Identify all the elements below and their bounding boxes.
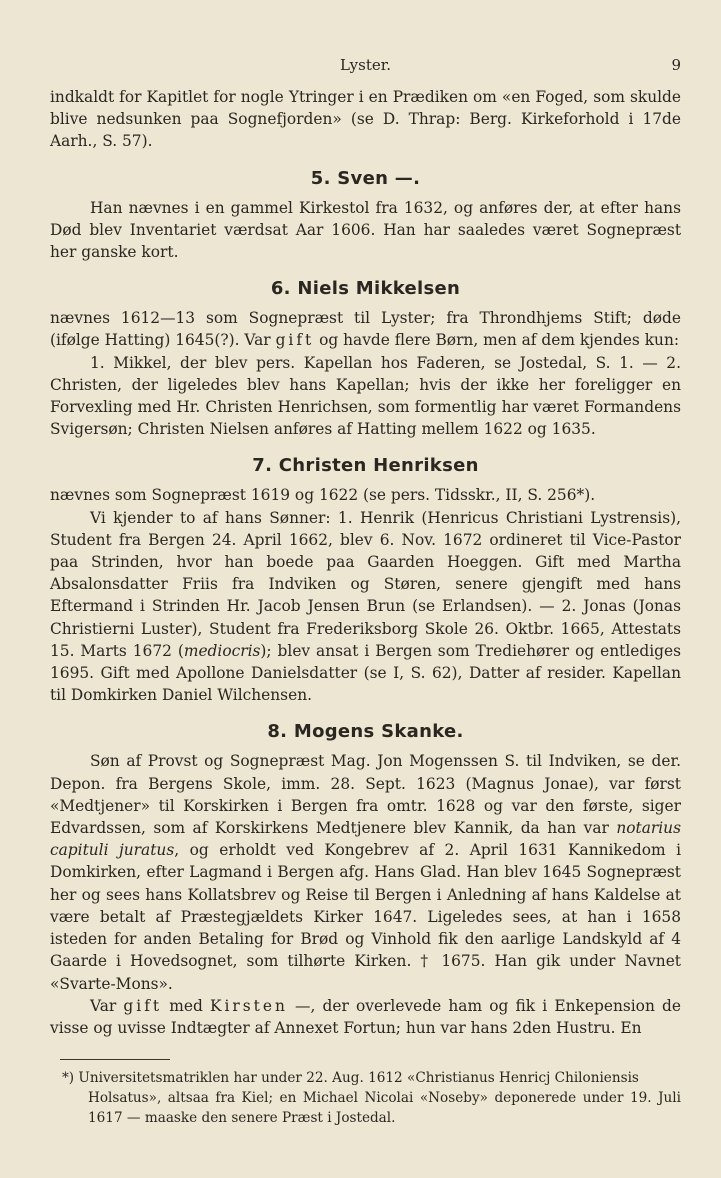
footnote-line-1: *) Universitetsmatriklen har under 22. Aug. 1612 «Christianus Henricj Chiloniensis <box>62 1070 639 1087</box>
text-run: og havde flere Børn, men af dem kjendes kun: <box>314 331 680 350</box>
section-6-paragraph-1 <box>50 307 681 351</box>
text-run: Vi kjender to af hans Sønner: 1. Henrik (Henricus Christiani Lystrensis), Student fra Bergen 24. April 1662, blev 6. Nov. 1672 ordineret til Vice-Pastor paa Strinden, hvor han boede paa Gaarden Hoeggen. Gift med Martha Absalonsdatter Friis fra Indviken og Støren, senere gjengift med hans Eftermand i Strinden Hr. Jacob Jensen Brun (se Erlandsen). — 2. Jonas (Jonas Christierni Luster), Student fra Frederiksborg Skole 26. Oktbr. 1665, Attestats 15. Marts 1672 ( <box>50 508 681 660</box>
section-5-paragraph: Han nævnes i en gammel Kirkestol fra 1632, og anføres der, at efter hans Død blev Inventariet værdsat Aar 1606. Han har saaledes været Sognepræst her ganske kort. <box>50 198 681 262</box>
footnote-line-2: Holsatus», altsaa fra Kiel; en Michael Nicolai «Noseby» deponerede under 19. Juli 1617 — maaske den senere Præst i Jostedal. <box>88 1090 681 1127</box>
footnote <box>50 1068 681 1128</box>
section-7-paragraph-1: nævnes som Sognepræst 1619 og 1622 (se pers. Tidsskr., II, S. 256*). <box>50 486 596 505</box>
section-8-paragraph-1 <box>50 750 681 994</box>
text-run: med <box>162 996 210 1015</box>
running-head: Lyster. <box>339 56 392 74</box>
text-run: ); blev ansat i Bergen som Trediehører og entlediges 1695. Gift med Apollone Danielsdatter (se I, S. 62), Datter af resider. Kapellan til Domkirken Daniel Wilchensen. <box>50 641 681 705</box>
italic-text: notarius capituli juratus <box>50 819 681 860</box>
spaced-text: Kirsten <box>209 996 288 1015</box>
section-6-paragraph-2: 1. Mikkel, der blev pers. Kapellan hos Faderen, se Jostedal, S. 1. — 2. Christen, der ligeledes blev hans Kapellan; hvis der ikke her foreligger en Forvexling med Hr. Christen Henrichsen, som formentlig har været Formandens Svigersøn; Christen Nielsen anføres af Hatting mellem 1622 og 1635. <box>50 353 681 439</box>
text-run: —, der overlevede ham og fik i Enkepension de visse og uvisse Indtægter af Annexet Fortun; hun var hans 2den Hustru. En <box>50 996 681 1037</box>
text-run: nævnes 1612—13 som Sognepræst til Lyster; fra Throndhjems Stift; døde (ifølge Hatting) 1645(?). Var <box>50 309 681 350</box>
text-run: Søn af Provst og Sognepræst Mag. Jon Mogenssen S. til Indviken, se der. Depon. fra Bergens Skole, imm. 28. Sept. 1623 (Magnus Jonae), var først «Medtjener» til Korskirken i Bergen fra omtr. 1628 og var den første, siger Edvardssen, som af Korskirkens Medtjenere blev Kannik, da han var <box>50 752 681 838</box>
spaced-text: gift <box>123 996 163 1015</box>
section-7-paragraph-2 <box>50 507 681 707</box>
page-header <box>50 56 681 86</box>
text-run: , og erholdt ved Kongebrev af 2. April 1631 Kannikedom i Domkirken, efter Lagmand i Bergen afg. Hans Glad. Han blev 1645 Sognepræst her og sees hans Kollatsbrev og Reise til Bergen i Anledning af hans Kaldelse at være betalt af Præstegjældets Kirker 1647. Ligeledes sees, at han i 1658 isteden for anden Betaling for Brød og Vinhold fik den aarlige Landskyld af 4 Gaarde i Hovedsognet, som tilhørte Kirken. † 1675. Han gik under Navnet «Svarte-Mons». <box>50 841 681 993</box>
footnote-rule <box>60 1059 170 1060</box>
section-6-heading: 6. Niels Mikkelsen <box>270 278 461 300</box>
intro-paragraph: indkaldt for Kapitlet for nogle Ytringer i en Prædiken om «en Foged, som skulde blive nedsunken paa Sognefjorden» (se D. Thrap: Berg. Kirkeforhold i 17de Aarh., S. 57). <box>50 88 681 151</box>
section-7-heading: 7. Christen Henriksen <box>252 455 479 477</box>
section-8-heading: 8. Mogens Skanke. <box>267 721 464 743</box>
page-number: 9 <box>671 56 681 74</box>
section-5-heading: 5. Sven —. <box>310 167 421 189</box>
text-run: Var <box>90 996 124 1015</box>
section-8-paragraph-2 <box>50 995 681 1039</box>
italic-text: mediocris <box>183 641 261 660</box>
spaced-text: gift <box>275 331 315 350</box>
